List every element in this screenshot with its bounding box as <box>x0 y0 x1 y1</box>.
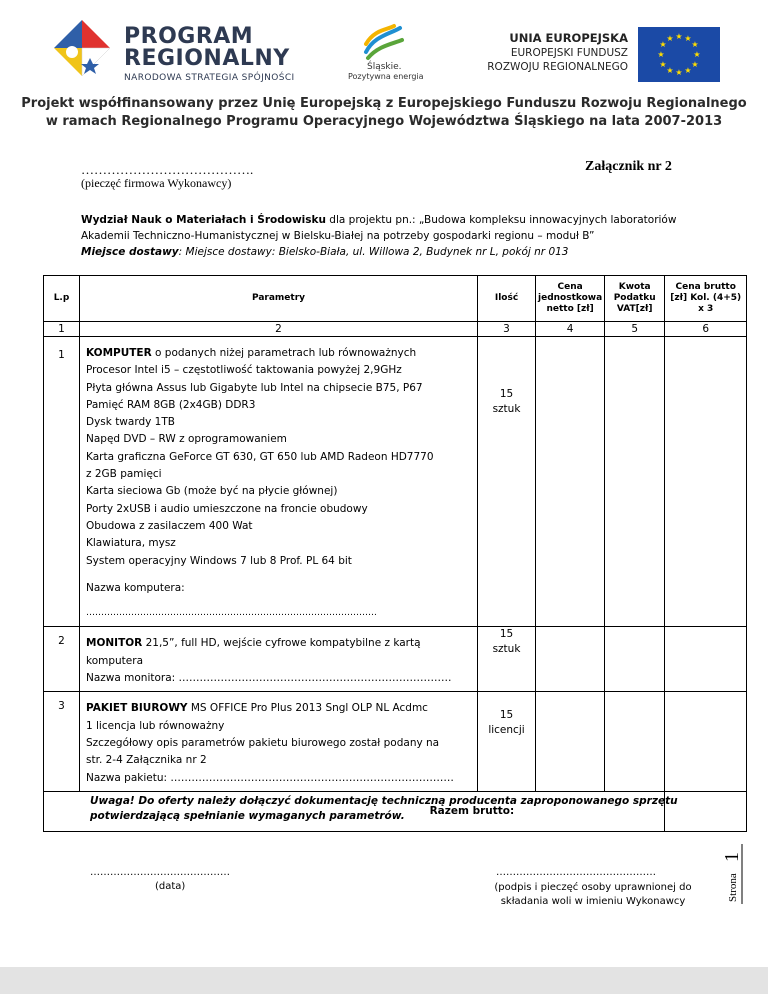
spec-line: komputera <box>86 654 144 667</box>
price-gross-cell[interactable] <box>665 337 747 627</box>
qty-unit: sztuk <box>492 643 521 656</box>
svg-text:★: ★ <box>659 60 667 69</box>
svg-text:★: ★ <box>684 66 692 75</box>
vat-cell[interactable] <box>605 627 665 692</box>
header-ilosc: Ilość <box>478 276 536 322</box>
svg-text:★: ★ <box>691 40 699 49</box>
spec-line: Karta graficzna GeForce GT 630, GT 650 lub AMD Radeon HD7770 <box>86 450 434 463</box>
svg-text:★: ★ <box>657 50 665 59</box>
project-headline-line1: Projekt współfinansowany przez Unię Europejską z Europejskiego Funduszu Rozwoju Regionalnego <box>21 96 747 111</box>
price-net-cell[interactable] <box>536 337 605 627</box>
eu-title: UNIA EUROPEJSKA <box>509 31 628 45</box>
row-title-rest: o podanych niżej parametrach lub równoważnych <box>151 347 417 359</box>
vat-cell[interactable] <box>605 692 665 791</box>
svg-text:★: ★ <box>666 66 674 75</box>
spec-line: z 2GB pamięci <box>86 468 162 481</box>
row-lp: 1 <box>44 337 80 627</box>
spec-line: Procesor Intel i5 – częstotliwość taktowania powyżej 2,9GHz <box>86 364 402 377</box>
spec-line: Karta sieciowa Gb (może być na płycie głównej) <box>86 485 338 498</box>
row-title: PAKIET BIUROWY <box>86 702 188 715</box>
intro-paragraph <box>81 212 721 260</box>
spec-line: Pamięć RAM 8GB (2x4GB) DDR3 <box>86 398 256 411</box>
faculty-name: Wydział Nauk o Materiałach i Środowisku <box>81 214 326 226</box>
col-number: 1 <box>44 322 80 337</box>
computer-name-field[interactable]: ……………………………………………………………………………………. <box>86 608 377 619</box>
table-row <box>44 627 747 692</box>
date-label: (data) <box>155 881 186 892</box>
project-headline-line2: w ramach Regionalnego Programu Operacyjnego Województwa Śląskiego na lata 2007-2013 <box>45 114 723 129</box>
row-lp: 3 <box>44 692 80 791</box>
spec-line: 1 licencja lub równoważny <box>86 719 225 732</box>
signature-label-line2: składania woli w imieniu Wykonawcy <box>500 896 686 907</box>
svg-text:★: ★ <box>675 68 683 77</box>
col-number: 5 <box>605 322 665 337</box>
row-title-rest: MS OFFICE Pro Plus 2013 Sngl OLP NL Acdmc <box>187 702 428 715</box>
spec-line: System operacyjny Windows 7 lub 8 Prof. PL 64 bit <box>86 554 352 567</box>
date-field[interactable]: …………………………………… <box>90 867 230 878</box>
price-net-cell[interactable] <box>536 692 605 791</box>
slaskie-logo <box>360 22 406 62</box>
eu-fund-line2: ROZWOJU REGIONALNEGO <box>487 61 628 73</box>
spec-line: Dysk twardy 1TB <box>86 416 175 429</box>
svg-text:★: ★ <box>675 32 683 41</box>
svg-text:★: ★ <box>659 40 667 49</box>
spec-line: Płyta główna Assus lub Gigabyte lub Intel na chipsecie B75, P67 <box>86 381 423 394</box>
spec-line: Napęd DVD – RW z oprogramowaniem <box>86 433 287 446</box>
svg-text:★: ★ <box>693 50 701 59</box>
eu-fund-line1: EUROPEJSKI FUNDUSZ <box>510 47 628 59</box>
spec-line: str. 2-4 Załącznika nr 2 <box>86 754 207 767</box>
slaskie-name: Śląskie. <box>367 62 402 72</box>
row-quantity <box>478 692 536 791</box>
row-lp: 2 <box>44 627 80 692</box>
page-word: Strona <box>727 873 739 902</box>
delivery-label: Miejsce dostawy <box>81 246 179 258</box>
eu-flag-icon <box>638 27 720 82</box>
signature-field[interactable]: ………………………………………… <box>496 867 656 878</box>
row-quantity <box>478 337 536 627</box>
spec-line: Porty 2xUSB i audio umieszczone na froncie obudowy <box>86 502 368 515</box>
table-row <box>44 692 747 791</box>
col-number: 3 <box>478 322 536 337</box>
signature-label <box>478 881 708 909</box>
intro-text-1: dla projektu pn.: „Budowa kompleksu innowacyjnych laboratoriów <box>325 214 677 226</box>
svg-text:★: ★ <box>684 34 692 43</box>
row-description <box>80 692 478 791</box>
package-name-field[interactable]: Nazwa pakietu: ……………………………………………………………………… <box>86 771 454 784</box>
program-title-line2: REGIONALNY <box>124 46 290 71</box>
page-digit: 1 <box>721 852 743 862</box>
program-regionalny-logo <box>52 18 114 80</box>
delivery-text: : Miejsce dostawy: Bielsko-Biała, ul. Willowa 2, Budynek nr L, pokój nr 013 <box>178 246 569 258</box>
price-gross-cell[interactable] <box>665 692 747 791</box>
spec-line: Klawiatura, mysz <box>86 537 176 550</box>
row-title: KOMPUTER <box>86 347 152 359</box>
intro-text-2: Akademii Techniczno-Humanistycznej w Bielsku-Białej na potrzeby gospodarki regionu – moduł B” <box>81 230 595 242</box>
spec-line: Obudowa z zasilaczem 400 Wat <box>86 519 253 532</box>
signature-label-line1: (podpis i pieczęć osoby uprawnionej do <box>494 882 692 893</box>
warning-line1: Uwaga! Do oferty należy dołączyć dokumentację techniczną producenta zaproponowanego sprzętu <box>90 795 678 807</box>
slaskie-tagline: Pozytywna energia <box>348 72 424 81</box>
qty-unit: licencji <box>488 724 525 737</box>
page-number <box>721 844 744 904</box>
program-title-line1: PROGRAM <box>124 24 254 49</box>
svg-text:★: ★ <box>691 60 699 69</box>
header-cena-netto: Cena jednostkowa netto [zł] <box>536 276 605 322</box>
offer-table <box>43 275 747 832</box>
stamp-label: (pieczęć firmowa Wykonawcy) <box>81 176 232 190</box>
header-parametry: Parametry <box>80 276 478 322</box>
row-quantity <box>478 627 536 692</box>
price-gross-cell[interactable] <box>665 627 747 692</box>
vat-cell[interactable] <box>605 337 665 627</box>
col-number: 6 <box>665 322 747 337</box>
svg-text:★: ★ <box>666 34 674 43</box>
monitor-name-field[interactable]: Nazwa monitora: …………………………………………………………………… <box>86 672 452 685</box>
header-lp: L.p <box>44 276 80 322</box>
computer-name-label: Nazwa komputera: <box>86 581 185 594</box>
qty-value: 15 <box>499 628 514 641</box>
table-row <box>44 337 747 627</box>
qty-value: 15 <box>499 388 514 400</box>
warning-note <box>90 794 710 824</box>
header-cena-brutto: Cena brutto [zł] Kol. (4+5) x 3 <box>665 276 747 322</box>
spec-line: Szczegółowy opis parametrów pakietu biurowego został podany na <box>86 736 440 749</box>
footer-band <box>0 967 768 994</box>
total-label: Razem brutto: <box>44 791 665 831</box>
warning-line2: potwierdzającą spełnianie wymaganych parametrów. <box>90 810 405 822</box>
qty-unit: sztuk <box>492 403 521 415</box>
stamp-dots: …………………………………. <box>81 162 254 177</box>
price-net-cell[interactable] <box>536 627 605 692</box>
header-vat: Kwota Podatku VAT[zł] <box>605 276 665 322</box>
row-description <box>80 627 478 692</box>
row-title: MONITOR <box>86 637 143 650</box>
attachment-number: Załącznik nr 2 <box>585 159 672 174</box>
qty-value: 15 <box>499 709 514 722</box>
row-title-rest: 21,5”, full HD, wejście cyfrowe kompatybilne z kartą <box>142 637 421 650</box>
program-subtitle: NARODOWA STRATEGIA SPÓJNOŚCI <box>124 73 295 83</box>
col-number: 4 <box>536 322 605 337</box>
row-description <box>80 337 478 627</box>
col-number: 2 <box>80 322 478 337</box>
